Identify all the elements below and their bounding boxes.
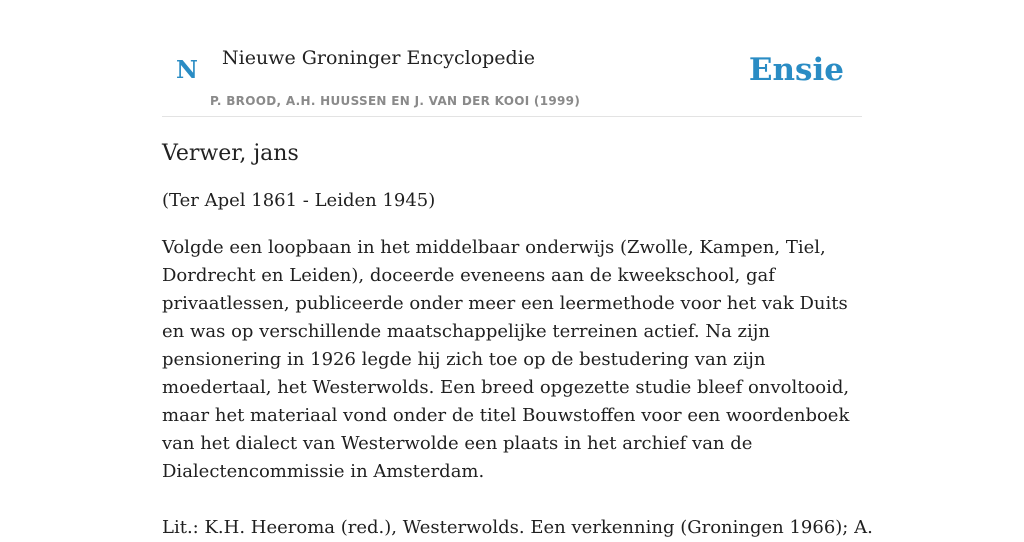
source-authors: P. BROOD, A.H. HUUSSEN EN J. VAN DER KOOI (1999) xyxy=(210,94,581,108)
source-logo[interactable]: N xyxy=(176,55,198,84)
entry-literature: Lit.: K.H. Heeroma (red.), Westerwolds. Een verkenning (Groningen 1966); A. xyxy=(162,517,873,538)
source-title[interactable]: Nieuwe Groninger Encyclopedie xyxy=(222,47,536,69)
entry-dates: (Ter Apel 1861 - Leiden 1945) xyxy=(162,190,436,211)
source-header xyxy=(162,0,862,117)
entry-content xyxy=(162,136,873,542)
brand-logo[interactable]: Ensie xyxy=(748,52,844,88)
entry-title: Verwer, jans xyxy=(162,141,299,166)
entry-body: Volgde een loopbaan in het middelbaar onderwijs (Zwolle, Kampen, Tiel, Dordrecht en Leiden), doceerde eveneens aan de kweekschool, gaf privaatlessen, publiceerde onder meer een leermethode voor het vak Duits en was op verschillende maatschappelijke terreinen actief. Na zijn pensionering in 1926 legde hij zich toe op de bestudering van zijn moedertaal, het Westerwolds. Een breed opgezette studie bleef onvoltooid, maar het materiaal vond onder de titel Bouwstoffen voor een woordenboek van het dialect van Westerwolde een plaats in het archief van de Dialectencommissie in Amsterdam. xyxy=(162,237,850,482)
